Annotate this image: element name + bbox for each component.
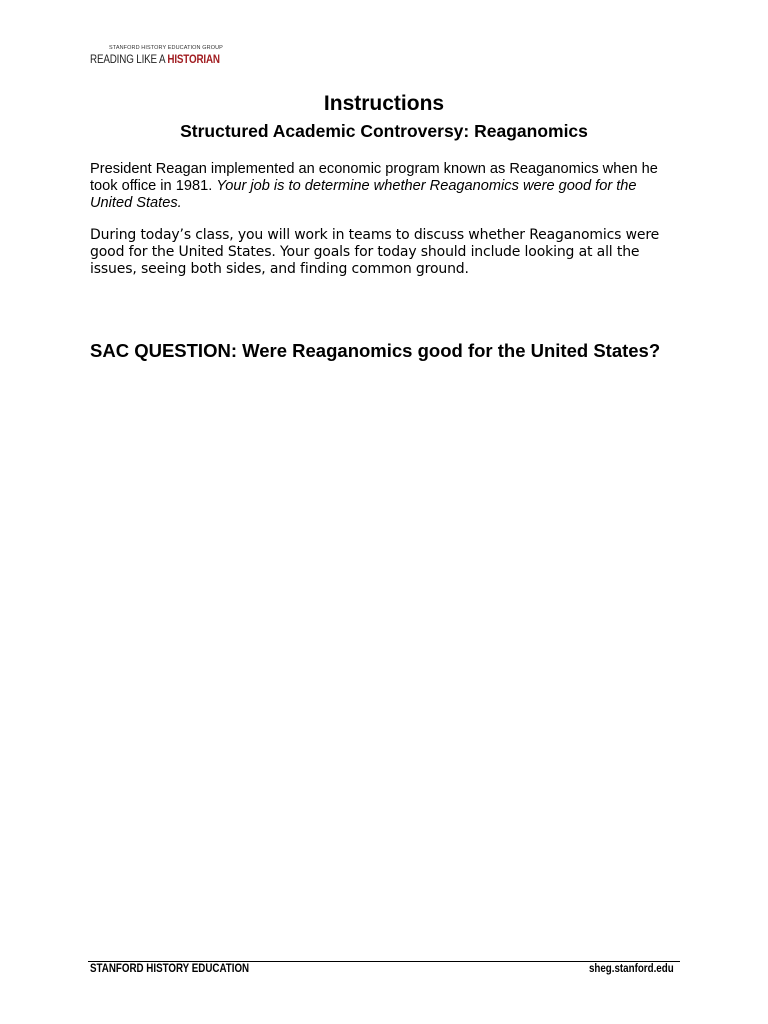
logo-wordmark [90,52,220,66]
footer-divider [88,961,680,962]
footer-website[interactable]: sheg.stanford.edu [589,963,674,975]
logo-wordmark-prefix: READING LIKE A [90,52,168,66]
sac-question: SAC QUESTION: Were Reaganomics good for the United States? [90,340,661,361]
intro-paragraph [90,161,682,212]
logo-group-text: STANFORD HISTORY EDUCATION GROUP [109,45,223,51]
intro-task-text: Your job is to determine whether Reaganomics were good for the United States. [90,178,637,211]
page-subtitle: Structured Academic Controversy: Reaganomics [180,121,588,141]
footer-org-name: STANFORD HISTORY EDUCATION [90,963,250,975]
page-title: Instructions [323,92,445,115]
logo-wordmark-highlight: HISTORIAN [167,52,220,66]
goals-paragraph: During today’s class, you will work in teams to discuss whether Reaganomics were good for the United States. Your goals for today should include looking at all the issues, seeing both sides, and finding common ground. [90,227,660,277]
sheg-logo [90,44,230,72]
intro-text: President Reagan implemented an economic program known as Reaganomics when he took office in 1981. [90,161,658,194]
